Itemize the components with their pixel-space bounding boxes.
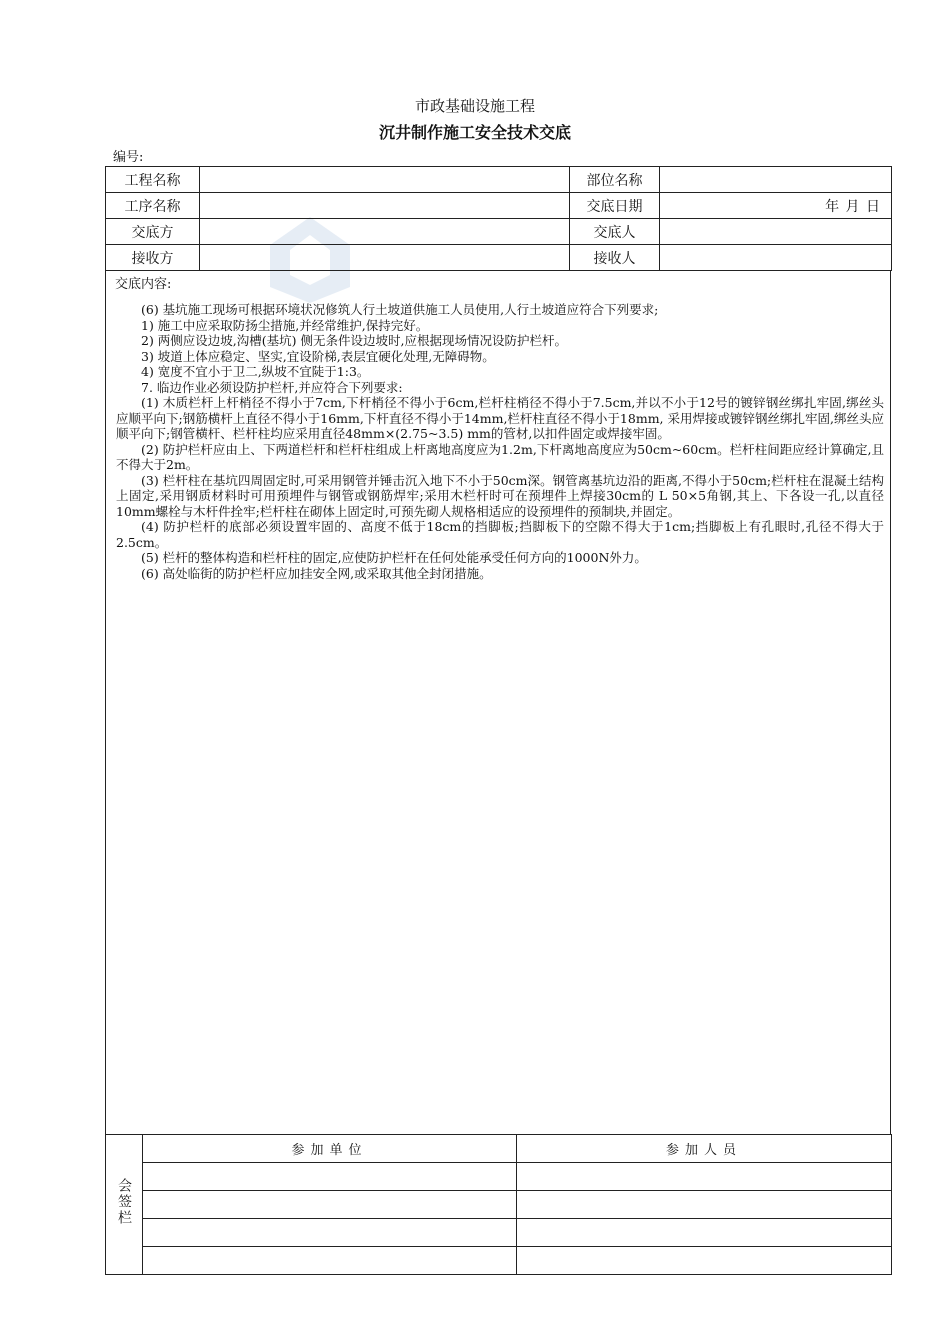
receiver-party-label: 接收方	[106, 245, 200, 271]
signoff-side-label	[106, 1135, 143, 1275]
document-number-label: 编号:	[113, 150, 144, 165]
content-paragraph: 7. 临边作业必须设防护栏杆,并应符合下列要求:	[141, 379, 403, 395]
participating-person-cell[interactable]	[517, 1219, 892, 1247]
participating-unit-cell[interactable]	[143, 1163, 517, 1191]
participating-unit-cell[interactable]	[143, 1219, 517, 1247]
content-paragraph: (3) 栏杆柱在基坑四周固定时,可采用钢管并锤击沉入地下不小于50cm深。钢管离基坑边沿的距离,不得小于50cm;栏杆柱在混凝土结构上固定,采用钢质材料时可用预埋件与钢管或钢筋焊牢;采用木栏杆时可在预埋件上焊接30cm的 L 50×5角钢,其上、下各设一孔,以直径10mm螺栓与木杆件拴牢;栏杆柱在砌体上固定时,可预先砌人规格相适应的设预埋件的预制块,并固定。	[116, 472, 884, 519]
content-paragraph: 3) 坡道上体应稳定、坚实,宜设阶梯,表层宜硬化处理,无障碍物。	[141, 348, 495, 364]
document-title: 沉井制作施工安全技术交底	[378, 123, 571, 142]
discloser-person-field[interactable]	[660, 219, 892, 245]
project-name-field[interactable]	[200, 167, 570, 193]
signoff-table	[105, 1134, 892, 1275]
participating-person-cell[interactable]	[517, 1163, 892, 1191]
table-row	[106, 245, 892, 271]
table-row	[106, 1135, 892, 1163]
document-subtitle: 市政基础设施工程	[414, 97, 535, 115]
project-info-table	[105, 166, 892, 271]
discloser-person-label: 交底人	[570, 219, 660, 245]
content-paragraph: (1) 木质栏杆上杆梢径不得小于7cm,下杆梢径不得小于6cm,栏杆柱梢径不得小于7.5cm,并以不小于12号的镀锌钢丝绑扎牢固,绑丝头应顺平向下;钢筋横杆上直径不得小于16mm,下杆直径不得小于14mm,栏杆柱直径不得小于18mm, 采用焊接或镀锌钢丝绑扎牢固,绑丝头应顺平向下;钢管横杆、栏杆柱均应采用直径48mm×(2.75~3.5) mm的管材,以扣件固定或焊接牢固。	[116, 395, 884, 441]
participating-unit-header: 参加单位	[143, 1135, 517, 1163]
participating-unit-cell[interactable]	[143, 1191, 517, 1219]
participating-unit-cell[interactable]	[143, 1247, 517, 1275]
content-paragraph: 2) 两侧应设边坡,沟槽(基坑) 侧无条件设边坡时,应根据现场情况设防护栏杆。	[141, 333, 567, 348]
project-name-label: 工程名称	[106, 167, 200, 193]
content-paragraph: (2) 防护栏杆应由上、下两道栏杆和栏杆柱组成上杆离地高度应为1.2m,下杆离地高度应为50cm~60cm。栏杆柱间距应经计算确定,且不得大于2m。	[116, 441, 884, 472]
table-row	[106, 193, 892, 219]
participating-person-cell[interactable]	[517, 1247, 892, 1275]
content-body	[116, 302, 884, 581]
content-paragraph: 1) 施工中应采取防扬尘措施,并经常维护,保持完好。	[141, 317, 429, 333]
table-row	[106, 1247, 892, 1275]
content-paragraph: (4) 防护栏杆的底部必须设置牢固的、高度不低于18cm的挡脚板;挡脚板下的空隙不得大于1cm;挡脚板上有孔眼时,孔径不得大于2.5cm。	[116, 519, 884, 550]
content-paragraph: (6) 基坑施工现场可根据环境状况修筑人行土坡道供施工人员使用,人行土坡道应符合下列要求;	[141, 302, 659, 317]
signoff-side-text: 会签栏	[116, 1177, 132, 1226]
table-row	[106, 1219, 892, 1247]
receiver-person-field[interactable]	[660, 245, 892, 271]
disclosure-date-label: 交底日期	[570, 193, 660, 219]
participating-person-header: 参加人员	[517, 1135, 892, 1163]
part-name-field[interactable]	[660, 167, 892, 193]
receiver-party-field[interactable]	[200, 245, 570, 271]
process-name-label: 工序名称	[106, 193, 200, 219]
table-row	[106, 219, 892, 245]
content-paragraph: (5) 栏杆的整体构造和栏杆柱的固定,应使防护栏杆在任何处能承受任何方向的1000N外力。	[141, 550, 647, 565]
content-label: 交底内容:	[115, 277, 172, 292]
discloser-party-label: 交底方	[106, 219, 200, 245]
table-row	[106, 1163, 892, 1191]
participating-person-cell[interactable]	[517, 1191, 892, 1219]
part-name-label: 部位名称	[570, 167, 660, 193]
content-paragraph: 4) 宽度不宜小于卫二,纵坡不宜陡于1:3。	[141, 364, 370, 379]
discloser-party-field[interactable]	[200, 219, 570, 245]
content-paragraph: (6) 高处临街的防护栏杆应加挂安全网,或采取其他全封闭措施。	[141, 565, 492, 581]
process-name-field[interactable]	[200, 193, 570, 219]
receiver-person-label: 接收人	[570, 245, 660, 271]
table-row	[106, 167, 892, 193]
table-row	[106, 1191, 892, 1219]
disclosure-date-field[interactable]: 年 月 日	[660, 193, 892, 219]
disclosure-content-box	[105, 270, 891, 1135]
